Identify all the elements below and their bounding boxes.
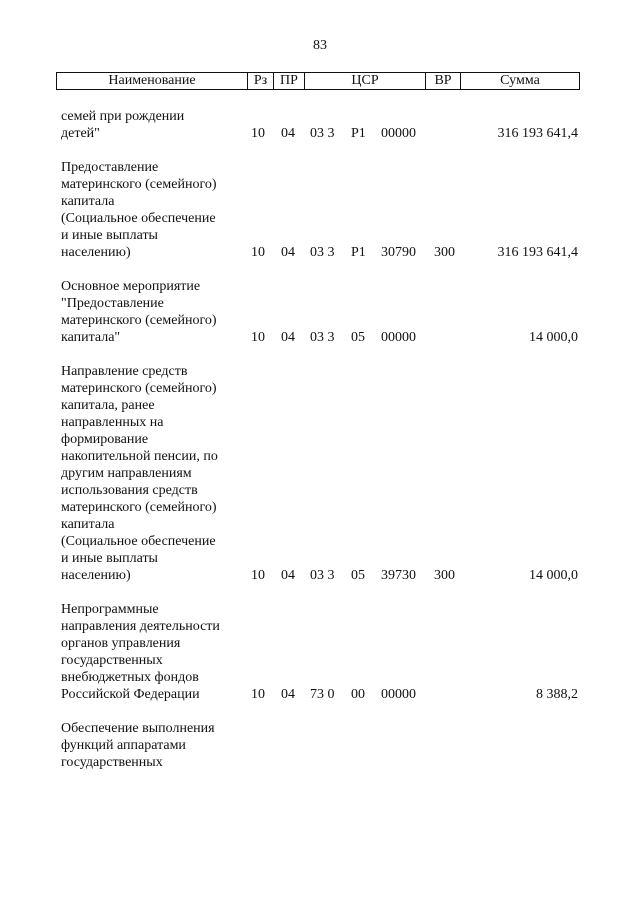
cell-pr: 04 (281, 330, 295, 345)
cell-rz: 10 (251, 687, 265, 702)
row-values (0, 754, 640, 771)
row-name-line: Основное мероприятие (61, 279, 201, 294)
cell-csr2: 05 (351, 568, 365, 583)
row-name-line: населению) (61, 245, 131, 260)
row-name-line: органов управления (61, 636, 181, 651)
row-name-line: материнского (семейного) (61, 500, 217, 515)
row-name-line: накопительной пенсии, по (61, 449, 218, 464)
row-name (61, 363, 241, 584)
cell-csr2: 05 (351, 330, 365, 345)
cell-csr3: 39730 (381, 568, 416, 583)
cell-rz: 10 (251, 330, 265, 345)
cell-sum: 8 388,2 (536, 687, 578, 702)
cell-pr: 04 (281, 245, 295, 260)
cell-csr3: 00000 (381, 687, 416, 702)
cell-rz: 10 (251, 245, 265, 260)
table-row (0, 720, 640, 771)
row-name-line: "Предоставление (61, 296, 164, 311)
row-name-line: капитала (61, 194, 115, 209)
cell-csr3: 00000 (381, 330, 416, 345)
row-name-line: направленных на (61, 415, 164, 430)
row-name-line: семей при рождении (61, 109, 185, 124)
row-name-line: материнского (семейного) (61, 381, 217, 396)
row-name-line: использования средств (61, 483, 198, 498)
cell-csr1: 03 3 (310, 245, 335, 260)
cell-vr: 300 (434, 245, 455, 260)
cell-pr: 04 (281, 126, 295, 141)
row-values (0, 244, 640, 261)
row-name-line: государственных (61, 755, 163, 770)
row-values (0, 329, 640, 346)
row-name-line: Обеспечение выполнения (61, 721, 215, 736)
row-name-line: населению) (61, 568, 131, 583)
header-csr: ЦСР (351, 73, 379, 88)
cell-sum: 316 193 641,4 (497, 245, 578, 260)
cell-csr2: Р1 (351, 126, 366, 141)
cell-csr1: 73 0 (310, 687, 335, 702)
cell-pr: 04 (281, 568, 295, 583)
table-header (56, 72, 580, 90)
header-pr: ПР (280, 73, 298, 88)
header-rz: Рз (253, 73, 268, 88)
cell-csr2: Р1 (351, 245, 366, 260)
header-vr: ВР (434, 73, 452, 88)
row-name-line: функций аппаратами (61, 738, 186, 753)
table-row (0, 363, 640, 584)
table-body (0, 108, 640, 788)
cell-rz: 10 (251, 126, 265, 141)
row-name-line: Российской Федерации (61, 687, 200, 702)
row-values (0, 686, 640, 703)
table-row (0, 278, 640, 346)
row-name-line: Непрограммные (61, 602, 159, 617)
row-name-line: государственных (61, 653, 163, 668)
cell-csr1: 03 3 (310, 568, 335, 583)
cell-sum: 14 000,0 (529, 330, 578, 345)
row-name-line: материнского (семейного) (61, 313, 217, 328)
cell-vr: 300 (434, 568, 455, 583)
table-row (0, 108, 640, 142)
page-number: 83 (313, 38, 327, 53)
row-name-line: и иные выплаты (61, 228, 158, 243)
cell-sum: 14 000,0 (529, 568, 578, 583)
row-name-line: направления деятельности (61, 619, 220, 634)
row-name-line: другим направлениям (61, 466, 192, 481)
table-row (0, 601, 640, 703)
row-name-line: (Социальное обеспечение (61, 534, 216, 549)
row-name-line: детей" (61, 126, 100, 141)
cell-rz: 10 (251, 568, 265, 583)
header-name: Наименование (108, 73, 196, 88)
cell-sum: 316 193 641,4 (497, 126, 578, 141)
row-values (0, 125, 640, 142)
row-name-line: Направление средств (61, 364, 188, 379)
row-name-line: внебюджетных фондов (61, 670, 199, 685)
row-values (0, 567, 640, 584)
row-name-line: (Социальное обеспечение (61, 211, 216, 226)
cell-csr2: 00 (351, 687, 365, 702)
row-name-line: формирование (61, 432, 149, 447)
row-name-line: капитала (61, 517, 115, 532)
cell-csr3: 00000 (381, 126, 416, 141)
row-name-line: материнского (семейного) (61, 177, 217, 192)
cell-pr: 04 (281, 687, 295, 702)
cell-csr3: 30790 (381, 245, 416, 260)
header-sum: Сумма (500, 73, 540, 88)
row-name-line: Предоставление (61, 160, 159, 175)
table-row (0, 159, 640, 261)
cell-csr1: 03 3 (310, 126, 335, 141)
row-name-line: капитала" (61, 330, 121, 345)
row-name-line: и иные выплаты (61, 551, 158, 566)
cell-csr1: 03 3 (310, 330, 335, 345)
row-name-line: капитала, ранее (61, 398, 155, 413)
